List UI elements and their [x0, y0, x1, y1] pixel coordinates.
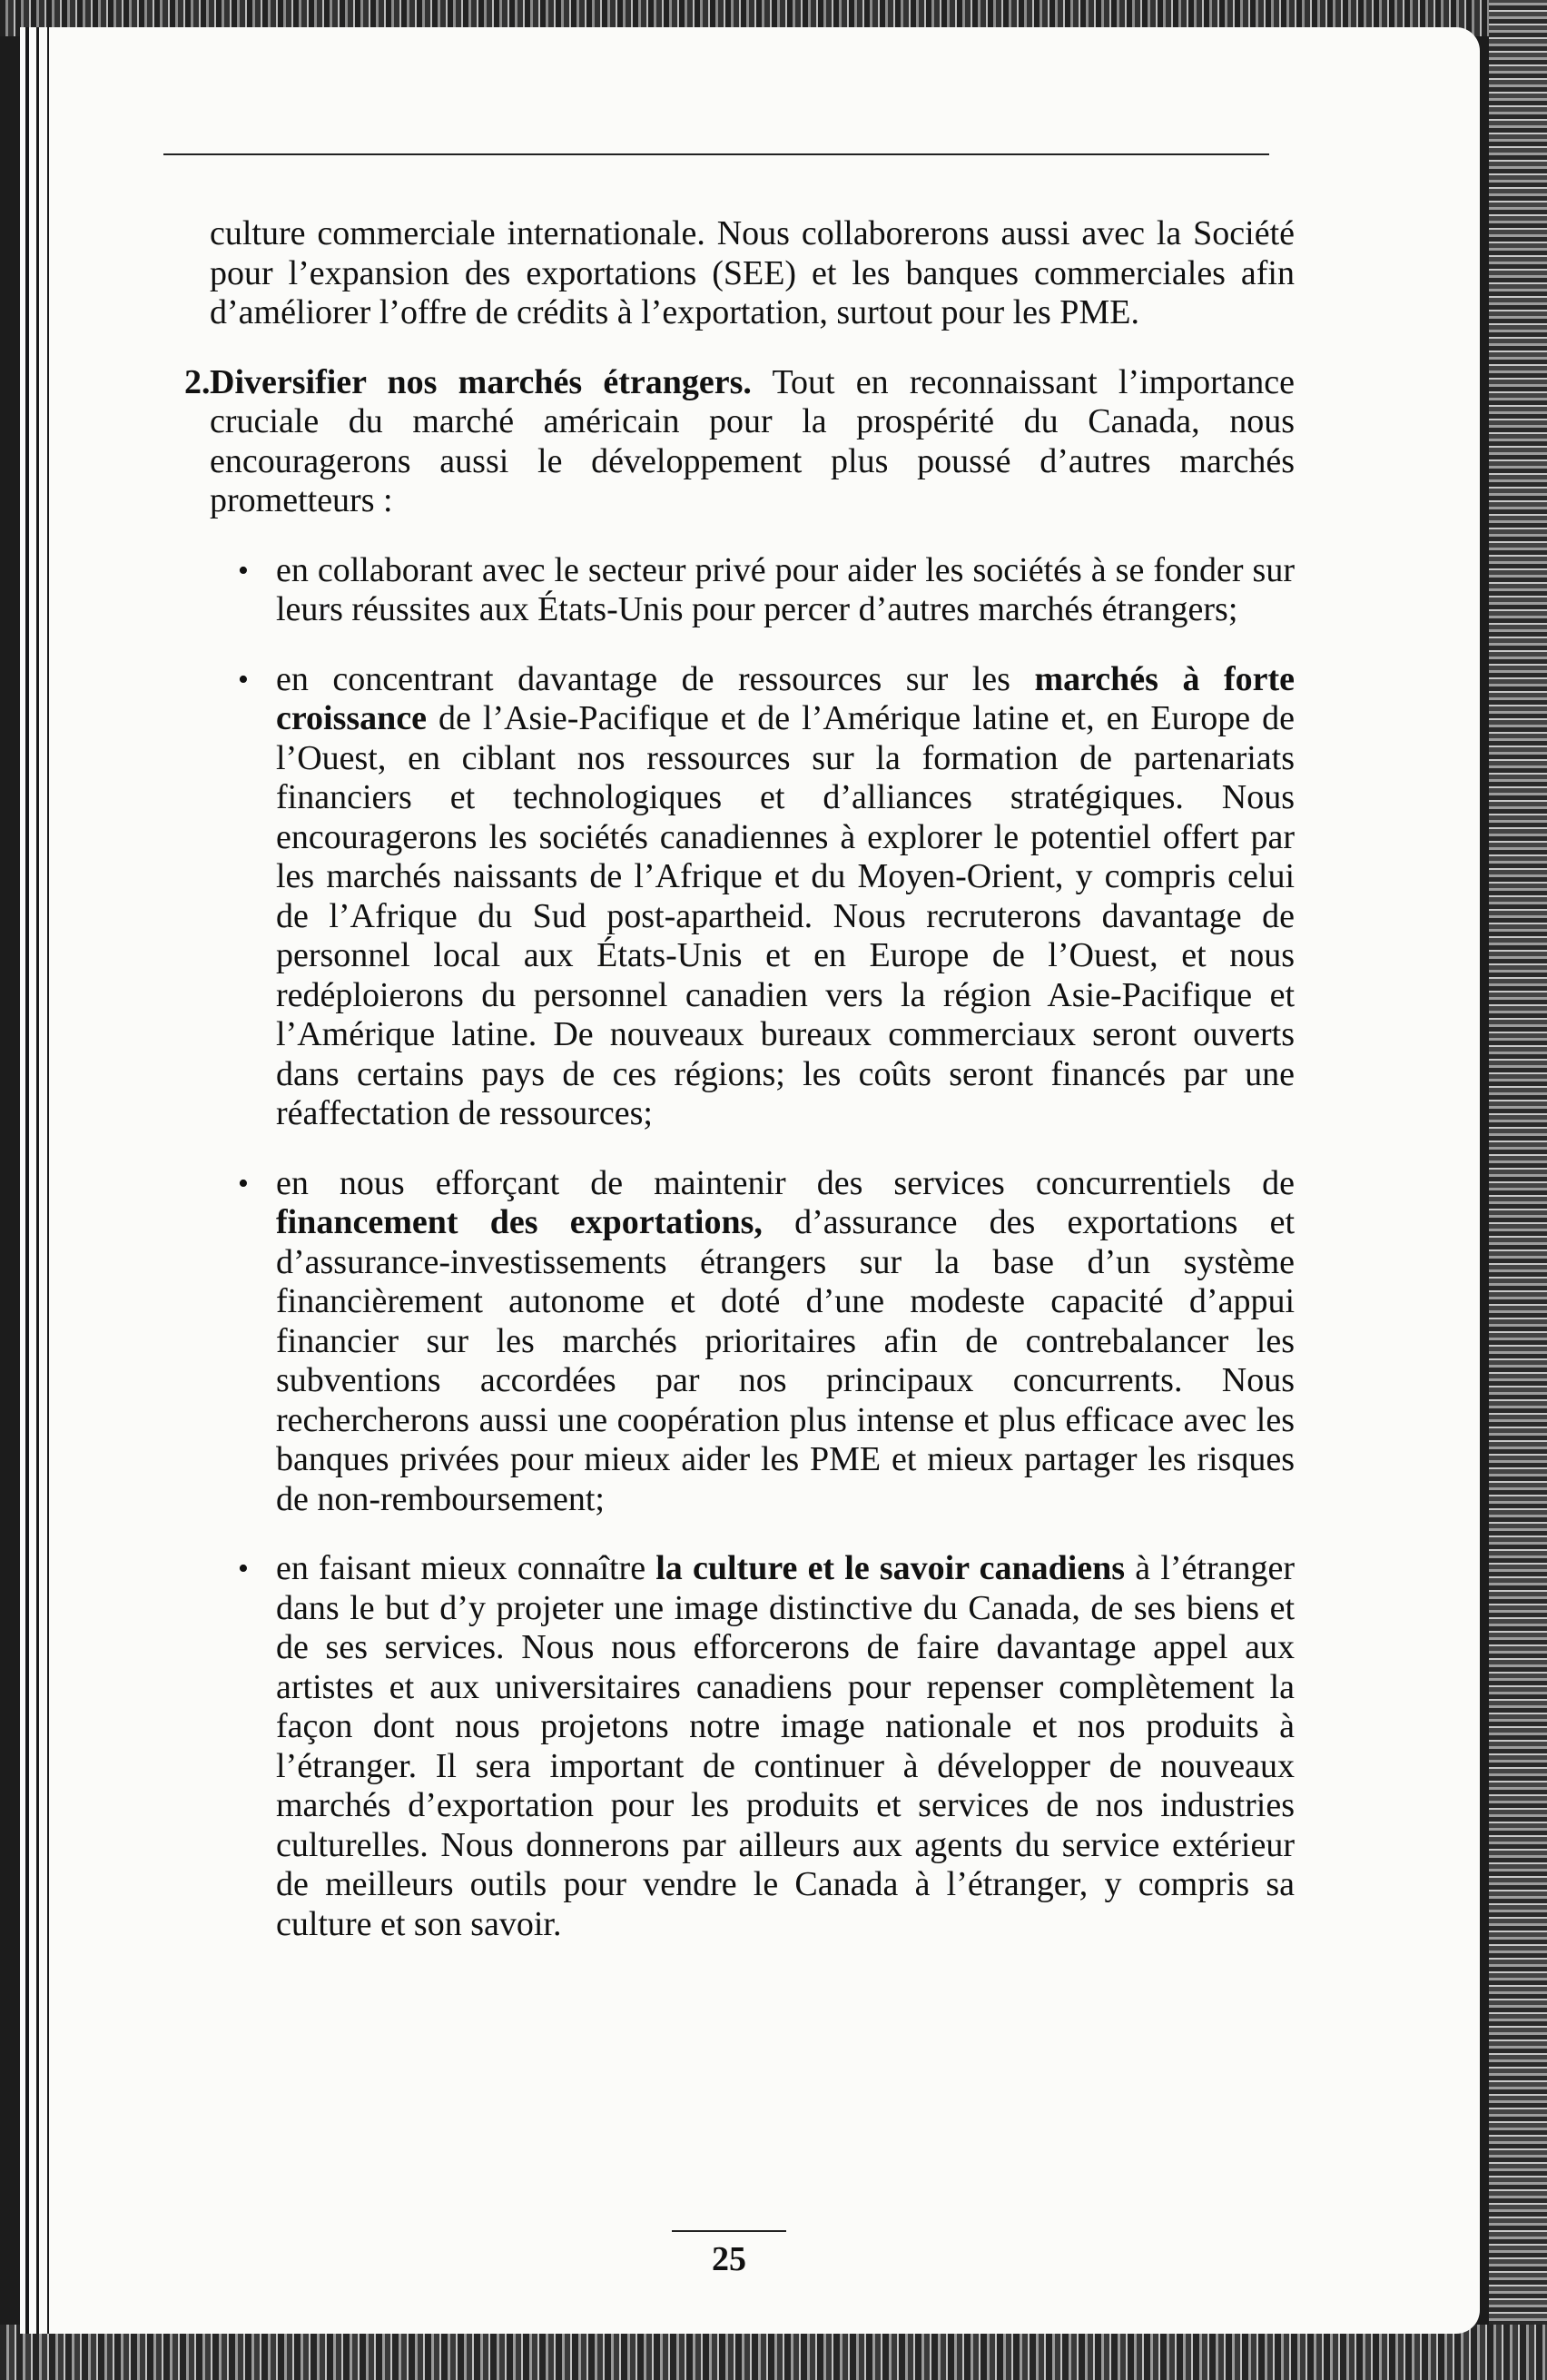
bullet-icon: •: [238, 1166, 249, 1200]
bullet-icon: •: [238, 553, 249, 588]
list-item: [163, 1164, 1295, 1520]
item-heading: Diversifier nos marchés étrangers.: [210, 362, 752, 401]
bullet-icon: •: [238, 662, 249, 696]
list-item: [163, 1549, 1295, 1944]
intro-paragraph: culture commerciale internationale. Nous collaborerons aussi avec la Société pour l’expansion des exportations (SEE) et les banques commerciales afin d’améliorer l’offre de crédits à l’exportation, surtout pour les PME.: [210, 214, 1295, 331]
numbered-item: [163, 363, 1295, 521]
bullet-bold-phrase: marchés à forte croissance: [276, 659, 1296, 737]
document-page: [20, 27, 1480, 2334]
list-item: [163, 660, 1295, 1134]
list-item: [163, 551, 1295, 630]
header-rule: [163, 153, 1269, 155]
footer-rule: [672, 2230, 786, 2232]
bullet-icon: •: [238, 1552, 249, 1585]
binding-edge-line: [47, 27, 49, 2334]
scan-border-right: [1489, 0, 1547, 2380]
body-text: [163, 214, 1295, 1944]
bullet-list: [163, 551, 1295, 1945]
bullet-text-before: en faisant mieux connaître: [276, 1549, 646, 1587]
bullet-bold-phrase: financement des exportations,: [276, 1203, 763, 1241]
binding-edge-line: [25, 27, 29, 2334]
bullet-text-after: de l’Asie-Pacifique et de l’Amérique latine et, en Europe de l’Ouest, en ciblant nos ressources sur la formation de partenariats financiers et technologiques et d’alliances stratégiques. Nous encouragerons les sociétés canadiennes à explorer le potentiel offert par les marchés naissants de l’Afrique et du Moyen-Orient, y compris celui de l’Afrique du Sud post-apartheid. Nous recruterons davantage de personnel local aux États-Unis et en Europe de l’Ouest, et nous redéploierons du personnel canadien vers la région Asie-Pacifique et l’Amérique latine. De nouveaux bureaux commerciaux seront ouverts dans certains pays de ces régions; les coûts seront financés par une réaffectation de ressources;: [276, 699, 1295, 1132]
bullet-text-before: en concentrant davantage de ressources sur les: [276, 659, 1010, 698]
bullet-text-after: à l’étranger dans le but d’y projeter une image distinctive du Canada, de ses biens et de ses services. Nous nous efforcerons de faire davantage appel aux artistes et aux universitaires canadiens pour repenser complètement la façon dont nous projetons notre image nationale et nos produits à l’étranger. Il sera important de continuer à développer de nouveaux marchés d’exportation pour les produits et services de nos industries culturelles. Nous donnerons par ailleurs aux agents du service extérieur de meilleurs outils pour vendre le Canada à l’étranger, y compris sa culture et son savoir.: [276, 1549, 1295, 1943]
page-number: 25: [712, 2240, 746, 2278]
item-number: 2.: [184, 362, 211, 401]
bullet-text-after: d’assurance des exportations et d’assurance-investissements étrangers sur la base d’un système financièrement autonome et doté d’une modeste capacité d’appui financier sur les marchés prioritaires afin de contrebalancer les subventions accordées par nos principaux concurrents. Nous rechercherons aussi une coopération plus intense et plus efficace avec les banques privées pour mieux aider les PME et mieux partager les risques de non-remboursement;: [276, 1203, 1296, 1518]
binding-edge-line: [36, 27, 39, 2334]
bullet-bold-phrase: la culture et le savoir canadiens: [655, 1549, 1126, 1587]
bullet-text: en collaborant avec le secteur privé pour aider les sociétés à se fonder sur leurs réussites aux États-Unis pour percer d’autres marchés étrangers;: [276, 550, 1295, 628]
item-text: Tout en reconnaissant l’importance cruciale du marché américain pour la prospérité du Canada, nous encouragerons aussi le développement plus poussé d’autres marchés prometteurs :: [210, 362, 1295, 519]
bullet-text-before: en nous efforçant de maintenir des services concurrentiels de: [276, 1163, 1295, 1202]
